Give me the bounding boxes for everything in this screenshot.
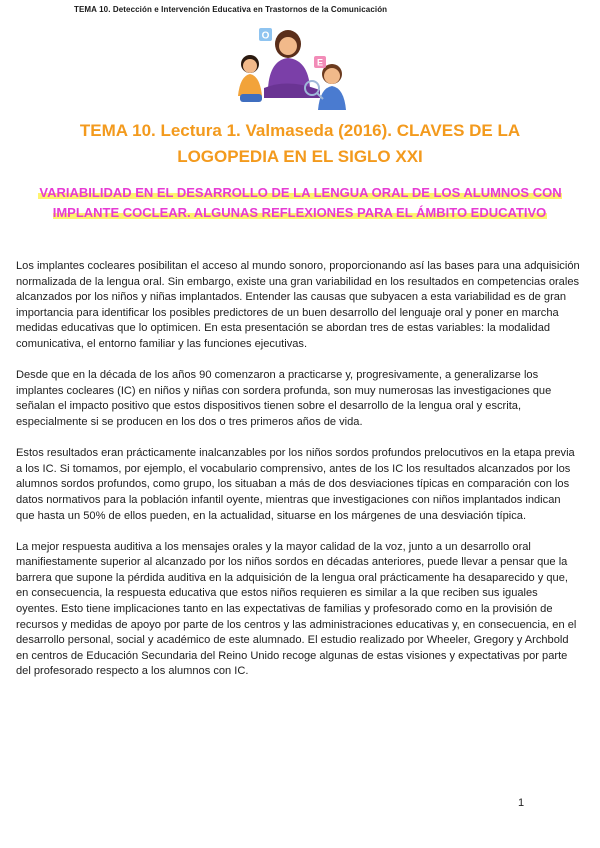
- letter-card-e: [314, 56, 326, 68]
- girl-figure: [238, 55, 262, 102]
- card-letter-o: O: [261, 30, 270, 42]
- paragraph: Los implantes cocleares posibilitan el acceso al mundo sonoro, proporcionando así las bases para una adquisición normalizada de la lengua oral. Sin embargo, existe una gran variabilidad en los resultados en competencias orales alcanzados por los niños y niñas implantados. Entender las causas que subyacen a esta variabilidad es de gran importancia para identificar los posibles predictores de un buen desarrollo del lenguaje oral y poner en marcha medidas educativas que lo optimicen. En esta presentación se abordan tres de estas variables: la modalidad comunicativa, el entorno familiar y las funciones ejecutivas.: [16, 260, 580, 350]
- section-subtitle-text: VARIABILIDAD EN EL DESARROLLO DE LA LENGUA ORAL DE LOS ALUMNOS CON IMPLANTE COCLEAR. ALGUNAS REFLEXIONES PARA EL ÁMBITO EDUCATIVO: [39, 185, 562, 220]
- paragraph: Estos resultados eran prácticamente inalcanzables por los niños sordos profundos prelocutivos en la etapa previa a los IC. Si tomamos, por ejemplo, el vocabulario comprensivo, antes de los IC los resultados alcanzados por los alumnos sordos profundos, como grupo, los situaban a más de dos desviaciones típicas en comparación con los datos normativos para la población infantil oyente, mientras que investigaciones con niños implantados indican que hasta un 50% de ellos pueden, en la actualidad, situarse en los márgenes de una desviación típica.: [16, 447, 575, 522]
- paragraph: Desde que en la década de los años 90 comenzaron a practicarse y, progresivamente, a generalizarse los implantes cocleares (IC) en niños y niñas con sordera profunda, son muy numerosas las investigaciones que señalan el impacto positivo que estos dispositivos tienen sobre el desarrollo de la lengua oral y escrita, especialmente si se producen en los dos o tres primeros años de vida.: [16, 369, 552, 428]
- card-letter-e: E: [316, 57, 324, 68]
- boy-figure: [305, 64, 346, 110]
- running-header: TEMA 10. Detección e Intervención Educativa en Trastornos de la Comunicación: [74, 5, 388, 14]
- paragraph: La mejor respuesta auditiva a los mensajes orales y la mayor calidad de la voz, junto a un desarrollo oral manifiestamente superior al alcanzado por los niños sordos en décadas anteriores, puede llevar a pensar que la barrera que supone la pérdida auditiva en la adquisición de la lengua oral prácticamente ha desaparecido y que, en consecuencia, la respuesta educativa que estos niños requieren es similar a la que reciben sus iguales oyentes. Esto tiene implicaciones tanto en las expectativas de familias y profesorado como en la provisión de recursos y medidas de apoyo por parte de los centros y las administraciones educativas y, en consecuencia, en el desarrollo personal, social y académico de este alumnado. El estudio realizado por Wheeler, Gregory y Archbold en centros de Educación Secundaria del Reino Unido recoge algunas de estas visiones y expectativas por parte del profesorado respecto a los alumnos con IC.: [16, 540, 577, 678]
- children-learning-icon: [228, 18, 364, 114]
- page-number: 1: [518, 797, 525, 809]
- letter-card-o: [259, 28, 272, 42]
- page-title: TEMA 10. Lectura 1. Valmaseda (2016). CLAVES DE LA LOGOPEDIA EN EL SIGLO XXI: [79, 121, 521, 166]
- body-text: [16, 259, 582, 696]
- section-subtitle: [18, 183, 582, 223]
- woman-figure: [261, 30, 320, 98]
